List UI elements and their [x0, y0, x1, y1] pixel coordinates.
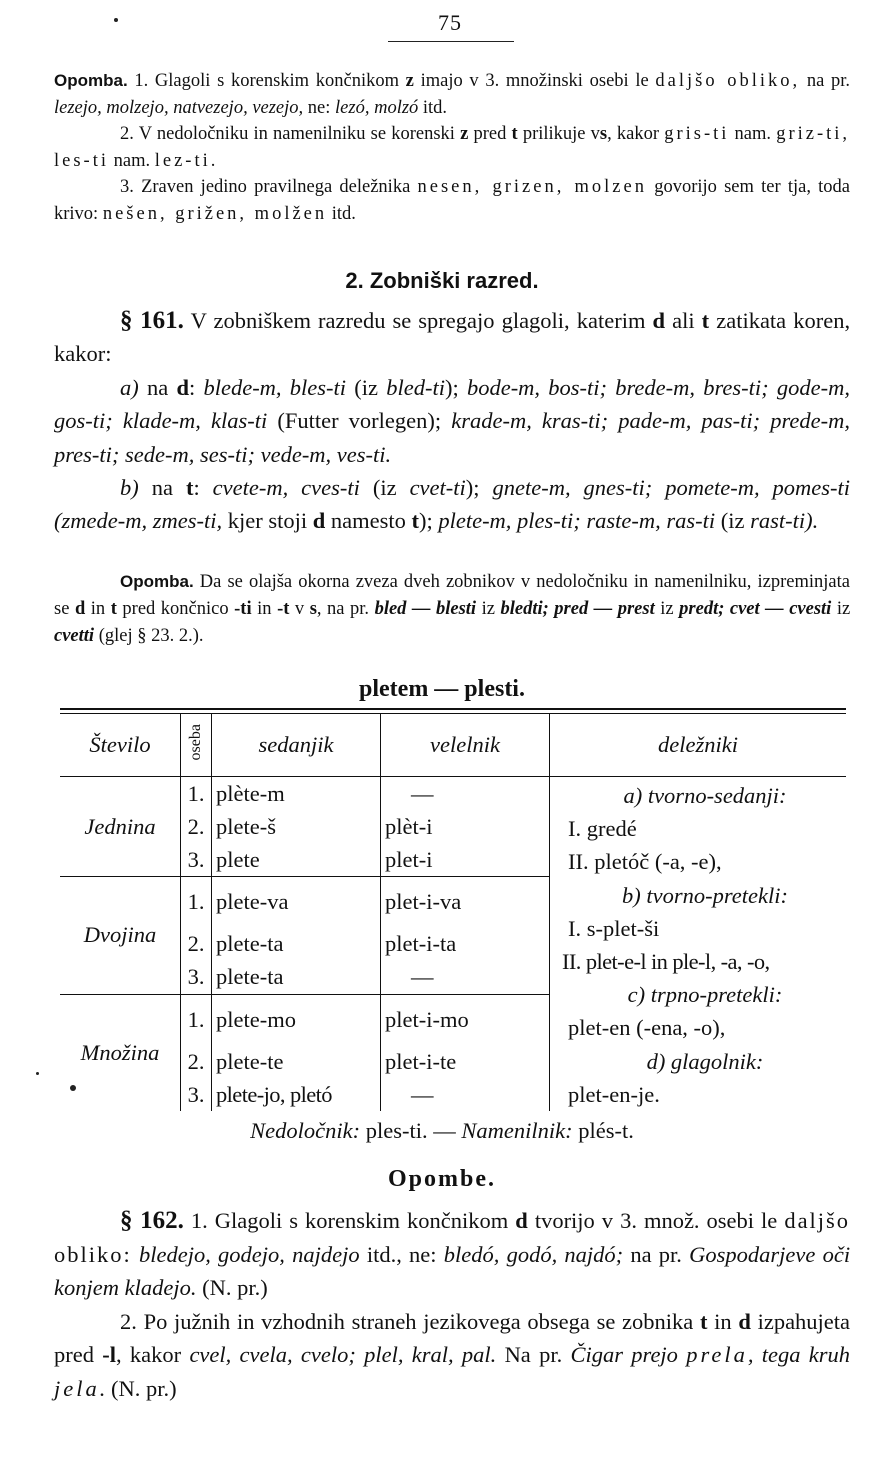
present-cell: plete-va: [212, 877, 381, 928]
notes-heading: Opombe.: [387, 1166, 496, 1192]
conjugation-table-wrap: [60, 708, 846, 1111]
imperative-cell: plet-i-mo: [381, 994, 550, 1045]
person-cell: 1.: [181, 877, 212, 928]
participle-line: plet-en-je.: [568, 1081, 660, 1107]
header-velelnik: velelnik: [381, 714, 550, 777]
present-cell: plete-š: [212, 810, 381, 843]
person-cell: 2.: [181, 928, 212, 961]
table-title: pletem — plesti.: [359, 676, 525, 702]
present-cell: plete-mo: [212, 994, 381, 1045]
section-161-intro: § 161. V zobniškem razredu se spregajo glagoli, katerim d ali t zatikata koren, kakor:: [54, 307, 851, 367]
group-name: Jednina: [60, 777, 181, 877]
imperative-cell: plet-i: [381, 843, 550, 877]
note-label: Opomba.: [120, 572, 194, 591]
present-cell: plete-jo, pletó: [212, 1078, 381, 1111]
person-cell: 1.: [181, 777, 212, 811]
section-number: § 161.: [120, 307, 184, 334]
conjugation-table: [60, 714, 846, 1111]
section-161-a: a) na d: blede-m, bles-ti (iz bled-ti); bode-m, bos-ti; brede-m, bres-ti; gode-m, gos-ti; klade-m, klas-ti (Futter vorlegen); krade-m, kras-ti; pade-m, pas-ti; prede-m, pres-ti; sede-m, ses-ti; vede-m, ves-ti.: [54, 374, 851, 467]
participle-line: d) glagolnik:: [646, 1048, 764, 1074]
person-cell: 3.: [181, 843, 212, 877]
header-sedanjik: sedanjik: [212, 714, 381, 777]
table-top-rule: [60, 708, 846, 710]
participle-line: II. pletóč (-a, -e),: [568, 849, 722, 875]
person-cell: 1.: [181, 994, 212, 1045]
note-label: Opomba.: [54, 71, 128, 90]
page-number: 75: [438, 10, 462, 35]
print-speck: [70, 1085, 76, 1091]
note-paragraph-2: 2. V nedoločniku in namenilniku se korenski z pred t prilikuje vs, kakor gris-ti nam. griz-ti, les-ti nam. lez-ti.: [54, 124, 851, 171]
note-block-top: [54, 68, 850, 228]
section-heading: 2. Zobniški razred.: [345, 268, 539, 293]
section-number: § 162.: [120, 1207, 184, 1234]
imperative-cell: plet-i-ta: [381, 928, 550, 961]
table-header-row: [60, 714, 846, 777]
person-cell: 3.: [181, 961, 212, 995]
note-161: Opomba. Da se olajša okorna zveza dveh zobnikov v nedoločniku in namenilniku, izpreminjata se d in t pred končnico -ti in -t v s, na pr. bled — blesti iz bledti; pred — prest iz predt; cvet — cvesti iz cvetti (glej § 23. 2.).: [54, 572, 851, 646]
participles-cell: [550, 777, 847, 1112]
header-stevilo: Število: [60, 714, 181, 777]
note-paragraph-1: Opomba. 1. Glagoli s korenskim končnikom z imajo v 3. množinski osebi le daljšo obliko, na pr. lezejo, molzejo, natvezejo, vezejo, ne: lezó, molzó itd.: [54, 71, 851, 118]
participle-line: c) trpno-pretekli:: [627, 982, 783, 1008]
table-row: [60, 777, 846, 811]
page-number-rule: [388, 41, 514, 42]
participle-line: I. gredé: [568, 816, 637, 842]
print-speck: [36, 1072, 39, 1075]
present-cell: plete: [212, 843, 381, 877]
participle-line: plet-en (-ena, -o),: [568, 1015, 726, 1041]
note-block-161: [54, 569, 850, 649]
group-name: Dvojina: [60, 877, 181, 995]
note-paragraph-3: 3. Zraven jedino pravilnega deležnika nesen, grizen, molzen govorijo sem ter tja, toda krivo: nešen, grižen, molžen itd.: [54, 177, 851, 224]
print-speck: [114, 18, 118, 22]
present-cell: plete-te: [212, 1045, 381, 1078]
section-161-b: b) na t: cvete-m, cves-ti (iz cvet-ti); gnete-m, gnes-ti; pomete-m, pomes-ti (zmede-m, zmes-ti, kjer stoji d namesto t); plete-m, ples-ti; raste-m, ras-ti (iz rast-ti).: [54, 475, 851, 534]
imperative-cell: —: [381, 961, 550, 995]
section-162: [54, 1204, 850, 1406]
infinitive-line: Nedoločnik: ples-ti. — Namenilnik: plés-t.: [250, 1118, 634, 1143]
participle-line: b) tvorno-pretekli:: [622, 882, 788, 908]
header-delezniki: deležniki: [550, 714, 847, 777]
section-162-p1: § 162. 1. Glagoli s korenskim končnikom d tvorijo v 3. množ. osebi le daljšo obliko: bledejo, godejo, najdejo itd., ne: bledó, godó, najdó; na pr. Gospodarjeve oči konjem kladejo. (N. pr.): [54, 1207, 851, 1301]
imperative-cell: plet-i-te: [381, 1045, 550, 1078]
imperative-cell: —: [381, 1078, 550, 1111]
person-cell: 2.: [181, 1045, 212, 1078]
section-162-p2: 2. Po južnih in vzhodnih straneh jezikovega obsega se zobnika t in d izpahujeta pred -l, kakor cvel, cvela, cvelo; plel, kral, pal. Na pr. Čigar prejo prela, tega kruh jela. (N. pr.): [54, 1308, 851, 1401]
participle-line: I. s-plet-ši: [568, 915, 660, 941]
imperative-cell: plèt-i: [381, 810, 550, 843]
header-oseba: oseba: [181, 714, 212, 777]
section-161: [54, 304, 850, 538]
participle-line: a) tvorno-sedanji:: [623, 783, 787, 808]
present-cell: plete-ta: [212, 928, 381, 961]
imperative-cell: —: [381, 777, 550, 811]
group-name: Množina: [60, 994, 181, 1111]
person-cell: 2.: [181, 810, 212, 843]
person-cell: 3.: [181, 1078, 212, 1111]
imperative-cell: plet-i-va: [381, 877, 550, 928]
participle-line: II. plet-e-l in ple-l, -a, -o,: [562, 949, 770, 975]
present-cell: plète-m: [212, 777, 381, 811]
present-cell: plete-ta: [212, 961, 381, 995]
